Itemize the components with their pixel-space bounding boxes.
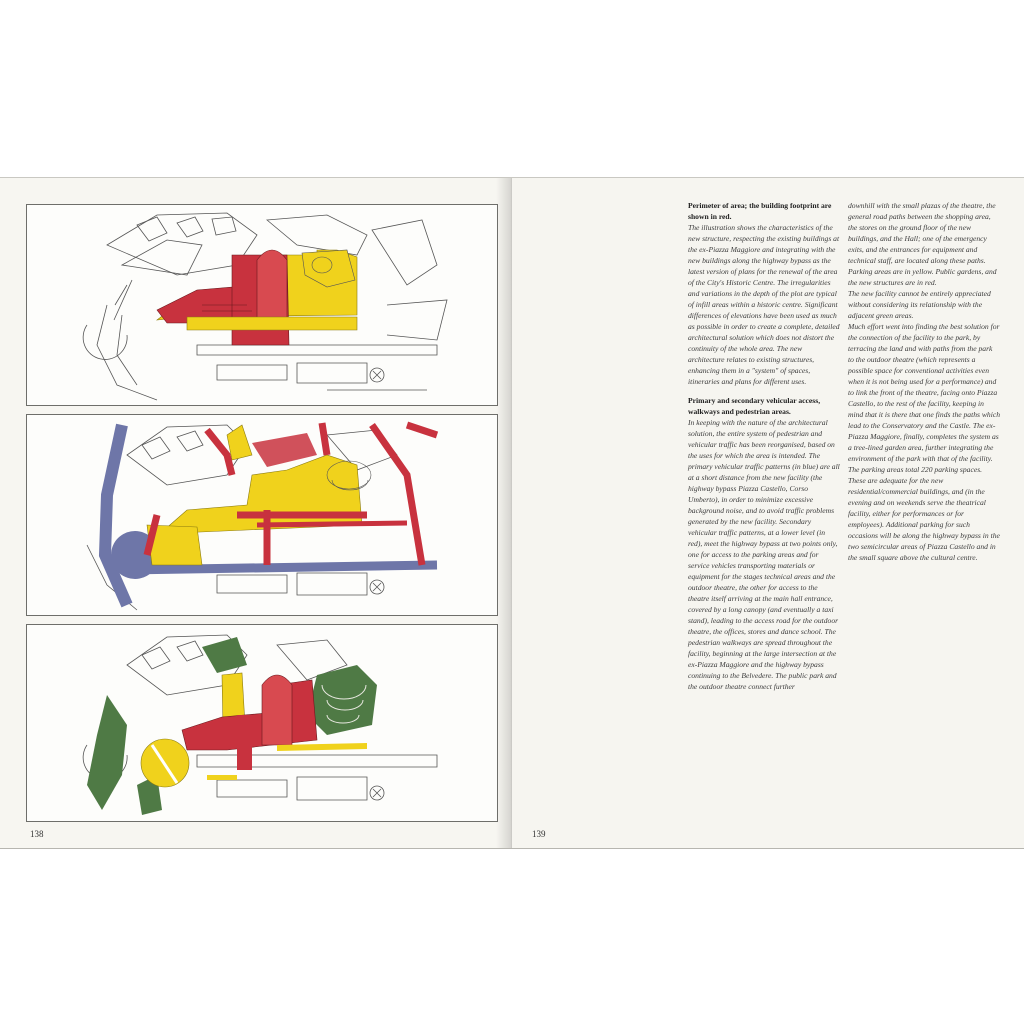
paragraph-gap (688, 387, 840, 395)
right-page (512, 178, 1024, 848)
text-column-1 (688, 200, 840, 692)
site-plan-traffic-drawing (27, 415, 497, 615)
paragraph-parking-colors: Parking areas are in yellow. Public gardens, and the new structures are in red. (848, 267, 997, 287)
site-plan-green-areas-drawing (27, 625, 497, 821)
heading-perimeter: Perimeter of area; the building footprint are shown in red. (688, 201, 832, 221)
heading-access: Primary and secondary vehicular access, walkways and pedestrian areas. (688, 396, 821, 416)
page-number-left: 138 (30, 829, 44, 839)
page-number-right: 139 (532, 829, 546, 839)
text-column-2 (848, 200, 1000, 563)
site-plan-footprint (26, 204, 498, 406)
primary-traffic-route (105, 425, 127, 605)
site-plan-traffic (26, 414, 498, 616)
paragraph-green-areas: The new facility cannot be entirely appreciated without considering its relationship with the adjacent green areas. (848, 289, 991, 320)
paragraph-downhill: downhill with the small plazas of the theatre, the general road paths between the shopping area, the stores on the ground floor of the new buildings, and the Hall; one of the emergency exits, and the entrances for equipment and technical staff, are located along these paths. (848, 201, 996, 265)
green-area (202, 637, 247, 673)
site-plan-green-areas (26, 624, 498, 822)
left-page (0, 178, 512, 848)
book-spread (0, 178, 1024, 848)
paragraph-parking-spaces: The parking areas total 220 parking spaces. These are adequate for the new residential/commercial buildings, and (in the evening and on weekends serve the theatrical facility, either for performances or for employees). Additional parking for such occasions will be along the highway bypass in the two semicircular areas of Piazza Castello and in the small square above the cultural centre. (848, 465, 1000, 562)
paragraph-illustration: The illustration shows the characteristics of the new structure, respecting the existing buildings at the ex-Piazza Maggiore and integrating with the new buildings along the highway bypass as the latest version of plans for the renewal of the area of the City's Historic Centre. The irregularities and variations in the depth of the plot are typical of infill areas within a historic centre. Significant differences of elevations have been used as much as possible in order to create a complete, detailed architectural solution which does not distort the continuity of the whole area. The new architecture relates to existing structures, enhancing them in a "system" of spaces, itineraries and plans for different uses. (688, 223, 840, 386)
site-plan-footprint-drawing (27, 205, 497, 405)
paragraph-park-connection: Much effort went into finding the best solution for the connection of the facility to the park, by terracing the land and with paths from the park to the outdoor theatre (which represents a possible space for conventional activities even when it is not being used for a performance) and to link the front of the theatre, facing onto Piazza Castello, to the rest of the facility, keeping in mind that it is there that one finds the paths which lead to the Conservatory and the Castle. The ex-Piazza Maggiore, finally, completes the system as a tree-lined garden area, further integrating the environment of the park with that of the facility. (848, 322, 1001, 463)
paragraph-traffic: In keeping with the nature of the architectural solution, the entire system of pedestrian and vehicular traffic has been reorganised, based on the uses for which the area is intended. The primary vehicular traffic patterns (in blue) are all at a short distance from the new facility (the highway bypass Piazza Castello, Corso Umberto), in order to minimize excessive background noise, and to avoid traffic problems generated by the new facility. Secondary vehicular traffic patterns, at a lower level (in red), meet the highway bypass at two points only, one for access to the parking areas and for service vehicles transporting materials or equipment for the stages technical areas and the outdoor theatre, the other for access to the theatre itself arriving at the main hall entrance, covered by a long canopy (and eventually a taxi stand), leading to the access road for the outdoor theatre, the offices, stores and dance school. The pedestrian walkways are spread throughout the facility, beginning at the large intersection at the ex-Piazza Maggiore and the highway bypass continuing to the Belvedere. The public park and the outdoor theatre connect further (688, 418, 840, 691)
